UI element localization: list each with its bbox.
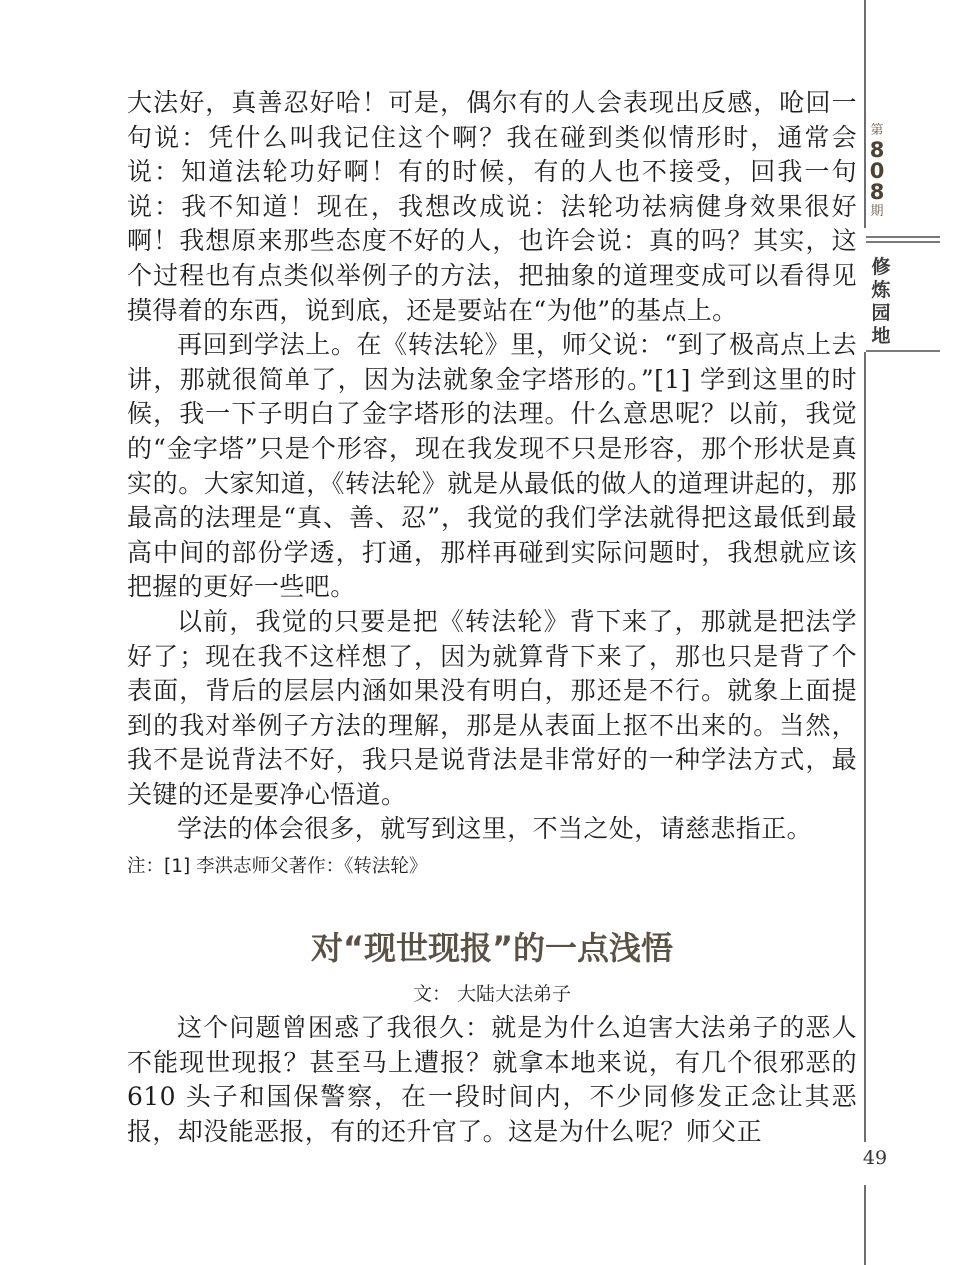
issue-digit: 8 [869,180,885,204]
issue-digit: 8 [869,138,885,162]
section-label-char: 炼 [871,279,891,301]
article-title: 对“现世现报”的一点浅悟 [310,929,674,968]
paragraph: 学法的体会很多，就写到这里，不当之处，请慈悲指正。 [177,814,813,844]
article-author: 文： 大陆大法弟子 [412,983,572,1006]
issue-digit: 0 [869,159,885,183]
paragraph: 这个问题曾困惑了我很久：就是为什么迫害大法弟子的恶人不能现世现报？甚至马上遭报？就拿本地来说，有几个很邪恶的 610 头子和国保警察，在一段时间内，不少同修发正念让其恶报，却没能恶报，有的还升官了。这是为什么呢？师父正 [127,1013,857,1146]
paragraph: 大法好，真善忍好哈！可是，偶尔有的人会表现出反感，呛回一句说：凭什么叫我记住这个啊？我在碰到类似情形时，通常会说：知道法轮功好啊！有的时候，有的人也不接受，回我一句说：我不知道！现在，我想改成说：法轮功祛病健身效果很好啊！我想原来那些态度不好的人，也许会说：真的吗？其实，这个过程也有点类似举例子的方法，把抽象的道理变成可以看得见摸得着的东西，说到底，还是要站在“为他”的基点上。 [127,88,857,325]
sidebar-vertical-rule-middle [864,352,866,1142]
footnote: 注：[1] 李洪志师父著作：《转法轮》 [127,856,428,878]
issue-prefix: 第 [870,123,884,138]
paragraph: 再回到学法上。在《转法轮》里，师父说：“到了极高点上去讲，那就很简单了，因为法就象金字塔形的。”[1] 学到这里的时候，我一下子明白了金字塔形的法理。什么意思呢？以前，我觉的“金字塔”只是个形容，现在我发现不只是形容，那个形状是真实的。大家知道，《转法轮》就是从最低的做人的道理讲起的，那最高的法理是“真、善、忍”，我觉的我们学法就得把这最低到最高中间的部份学透，打通，那样再碰到实际问题时，我想就应该把握的更好一些吧。 [127,330,857,602]
section-bottom-line [866,350,940,352]
page-number: 49 [862,1147,888,1169]
section-label-char: 地 [871,325,891,347]
section-label-char: 园 [871,302,891,324]
section-label-char: 修 [871,256,891,278]
sidebar-vertical-rule-bottom [864,1185,866,1265]
section-divider-line [866,236,940,238]
issue-number [866,122,888,221]
section-divider-line [866,241,940,243]
section-label [868,256,894,348]
paragraph: 以前，我觉的只要是把《转法轮》背下来了，那就是把法学好了；现在我不这样想了，因为就算背下来了，那也只是背了个表面，背后的层层内涵如果没有明白，那还是不行。就象上面提到的我对举例子方法的理解，那是从表面上抠不出来的。当然，我不是说背法不好，我只是说背法是非常好的一种学法方式，最关键的还是要净心悟道。 [127,606,857,809]
article-body [127,86,857,1149]
issue-suffix: 期 [870,204,884,219]
